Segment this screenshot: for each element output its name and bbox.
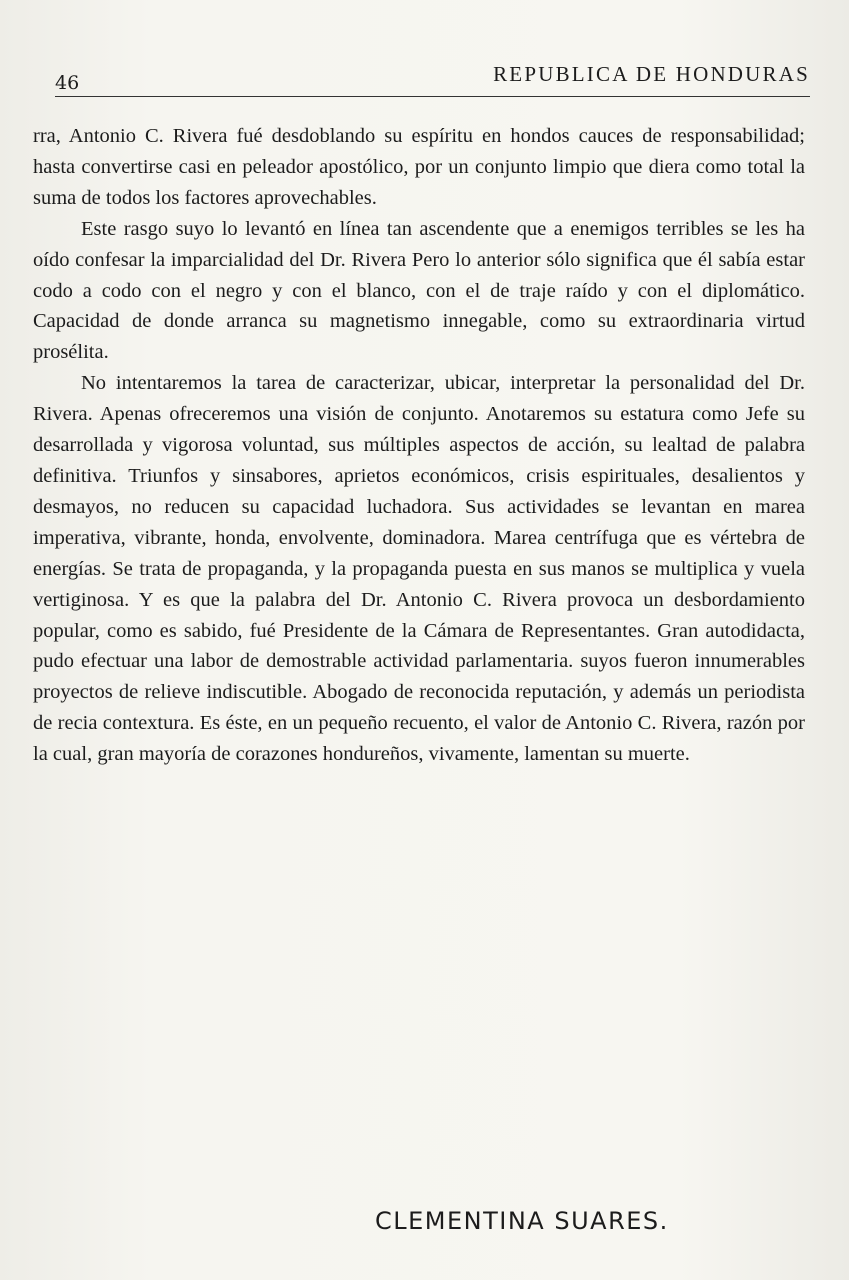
article-body: [33, 121, 805, 770]
paragraph-continuation: rra, Antonio C. Rivera fué desdoblando su espíritu en hondos cauces de responsabilidad; hasta convertirse casi en peleador apostólico, por un conjunto limpio que diera como total la suma de todos los factores aprovechables.: [33, 125, 805, 209]
running-head: REPUBLICA DE HONDURAS: [493, 62, 810, 86]
page-number: 46: [55, 72, 80, 94]
paragraph: No intentaremos la tarea de caracterizar, ubicar, interpretar la personalidad del Dr. Rivera. Apenas ofreceremos una visión de conjunto. Anotaremos su estatura como Jefe su desarrollada y vigorosa voluntad, sus múltiples aspectos de acción, su lealtad de palabra definitiva. Triunfos y sinsabores, aprietos económicos, crisis espirituales, desalientos y desmayos, no reducen su capacidad luchadora. Sus actividades se levantan en marea imperativa, vibrante, honda, envolvente, dominadora. Marea centrífuga que es vértebra de energías. Se trata de propaganda, y la propaganda puesta en sus manos se multiplica y vuela vertiginosa. Y es que la palabra del Dr. Antonio C. Rivera provoca un desbordamiento popular, como es sabido, fué Presidente de la Cámara de Representantes. Gran autodidacta, pudo efectuar una labor de demostrable actividad parlamentaria. suyos fueron innumerables proyectos de relieve indiscutible. Abogado de reconocida reputación, y además un periodista de recia contextura. Es éste, en un pequeño recuento, el valor de Antonio C. Rivera, razón por la cual, gran mayoría de corazones hondureños, vivamente, lamentan su muerte.: [33, 372, 805, 766]
page-header: [55, 60, 810, 97]
paragraph: Este rasgo suyo lo levantó en línea tan ascendente que a enemigos terribles se les ha oído confesar la imparcialidad del Dr. Rivera Pero lo anterior sólo significa que él sabía estar codo a codo con el negro y con el blanco, con el de traje raído y con el diplomático. Capacidad de donde arranca su magnetismo innegable, como su extraordinaria virtud prosélita.: [33, 217, 805, 364]
author-signature: CLEMENTINA SUARES.: [375, 1207, 669, 1235]
